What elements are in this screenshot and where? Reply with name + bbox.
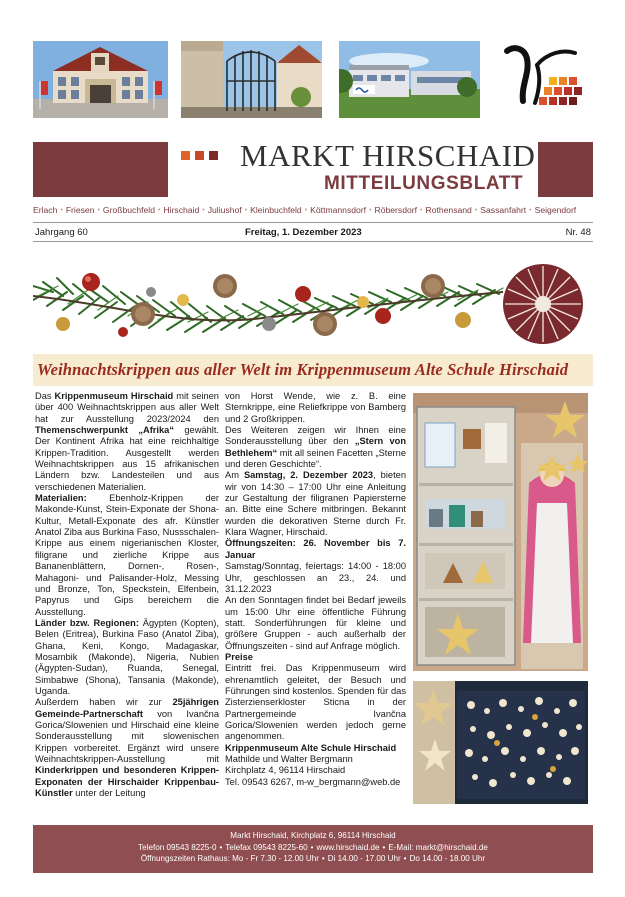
article-paragraph [35,493,219,618]
village-item: Köttmannsdorf [310,205,367,215]
article-paragraph [35,697,219,799]
photo-town-hall [33,41,168,118]
masthead-block-right [538,142,593,197]
photo-school [339,41,480,118]
footer [33,825,593,873]
article-paragraph [35,618,219,697]
volume-label: Jahrgang 60 [35,227,88,238]
article-paragraph: An den Sonntagen findet bei Bedarf jeweils um 15:00 Uhr eine öffentliche Führung statt. Sonderführungen für kleine und größere Gruppen - auch außerhalb der Öffnungszeiten - sind auf Anfrage möglich. [225,595,406,651]
village-separator: • [244,206,248,214]
contact-name [225,743,406,754]
village-item: Friesen [65,205,95,215]
opening-hours-heading [225,538,406,561]
village-separator: • [304,206,308,214]
village-separator: • [60,206,63,214]
footer-hours-1: Mo - Fr 7.30 - 12.00 Uhr [232,854,319,863]
village-item: Erlach [33,205,58,215]
text-run: , bieten wir von 14:30 – 17:00 Uhr eine Anleitung zur Gestaltung der filigranen Papiersterne an. Bitte eine Schere mitbringen. Bekannt wurden die dekorativen Sterne durch Fr. Klara Wagner, Hirschaid. [225,470,407,538]
prices-text: Eintritt frei. Das Krippenmuseum wird ehrenamtlich geleitet, der Besuch und Führungen sind kostenlos. Spenden für das Zisterzienserkloster Sticna in der Partnergemeinde Ivančna Gorica/Slowenien werden jedoch gerne angenommen. [225,663,406,742]
municipal-logo [497,41,593,118]
issue-info-bar [33,222,593,242]
masthead-subtitle: MITTEILUNGSBLATT [324,173,524,194]
text-run: unter der Leitung [72,788,146,799]
text-run: gewählt. Der Kontinent Afrika hat eine reichhaltige Krippen-Tradition. Ausgestellt werden Weihnachtskrippen aus 15 afrikanischen Ländern bzw. Landesteilen und aus verschiedenen Materialien. [35,425,219,492]
footer-hours-label: Öffnungszeiten Rathaus: [140,854,230,863]
text-bold: 25jährigen Gemeinde-Partnerschaft [35,697,219,719]
contact-persons: Mathilde und Walter Bergmann [225,754,353,764]
village-item: Röbersdorf [374,205,418,215]
accent-squares [181,151,218,160]
article-column-2 [225,391,406,788]
text-bold: Preise [225,651,253,662]
village-separator: • [420,206,423,214]
text-bold: Themenschwerpunkt „Afrika“ [35,425,174,436]
footer-contact-line: Telefon 09543 8225-0 • Telefax 09543 8225-60 • www.hirschaid.de • E-Mail: markt@hirschaid.de [138,842,488,852]
footer-hours-3: Do 14.00 - 18.00 Uhr [409,854,486,863]
village-item: Juliushof [207,205,242,215]
article-paragraph [35,391,219,493]
village-item: Sassanfahrt [480,205,527,215]
footer-web-link[interactable]: www.hirschaid.de [316,842,380,852]
issue-number: Nr. 48 [565,227,591,238]
text-run: Ägypten (Kopten), Belen (Eritrea), Burkina Faso (Anatol Ziba), Ghana, Keni, Kongo, Madagaskar, Mosambik (Makonde), Nigeria, Nubien (Ägypten-Sudan), Ruanda, Senegal, Simbabwe (Shona), Tansania (Makonde), Uganda. [35,617,219,696]
article-column-1 [35,391,219,799]
footer-hours-line: Öffnungszeiten Rathaus: Mo - Fr 7.30 - 12.00 Uhr • Di 14.00 - 17.00 Uhr • Do 14.00 - 18.00 Uhr [140,854,486,863]
village-item: Hirschaid [163,205,200,215]
footer-fax: Telefax 09543 8225-60 [225,842,308,852]
village-separator: • [369,206,372,214]
village-item: Seigendorf [534,205,577,215]
village-list [33,205,593,215]
footer-address: Markt Hirschaid, Kirchplatz 6, 96114 Hirschaid [230,831,396,840]
text-run: mit all seinen Facetten „Sterne und deren Geschichte“. [225,447,406,470]
text-bold: Materialien: [35,493,87,504]
footer-email-link[interactable]: E-Mail: markt@hirschaid.de [388,842,488,852]
text-bold: Kinderkrippen und besonderen Krippen-Exponaten der Hirschaider Krippenbau-Künstler [35,765,219,799]
photo-gate [181,41,322,118]
text-run: Das [35,391,55,401]
text-bold: Länder bzw. Regionen: [35,617,139,628]
text-bold: Öffnungszeiten: 26. November bis 7. Januar [225,538,406,560]
prices-heading [225,652,406,663]
christmas-garland-image [33,256,593,353]
village-item: Großbuchfeld [102,205,155,215]
issue-date: Freitag, 1. Dezember 2023 [245,227,362,238]
text-run: Am [225,470,244,481]
text-run: mit seinen über 400 Weihnachtskrippen aus aller Welt hat zur Ausstellung 2023/2024 den [35,391,219,424]
photo-star-collection [413,681,588,804]
footer-hours-2: Di 14.00 - 17.00 Uhr [327,854,401,863]
article-paragraph [225,470,406,538]
text-bold: „Stern von Bethlehem“ [225,436,406,458]
text-run: von Ivančna Gorica/Slowenien und Hirschaid eine kleine Sonderausstellung mit slowenischen Krippen vorbereitet. Ergänzt wird unsere Weihnachtskrippen-Ausstellung mit [35,708,219,764]
accent-square [181,151,190,160]
article-headline: Weihnachtskrippen aus aller Welt im Krippenmuseum Alte Schule Hirschaid [37,360,569,379]
masthead-block-left [33,142,168,197]
accent-square [195,151,204,160]
article-paragraph [225,425,406,470]
photo-museum-display-case [413,393,588,671]
village-separator: • [474,206,478,214]
text-run: Ebenholz-Krippen der Makonde-Kunst, Stein-Exponate der Shona-Kultur, Metall-Exponate des afr. Künstler Anatol Ziba aus Burkina Faso, Nussschalen-Krippe aus einem nigerianischen Kloster, filigrane und zierliche Krippe aus Bananenblättern, Dornen-, Rosen-, Mahagoni- und Palisander-Holz, Messing und Bronze, Ton, Speckstein, Elfenbein, Papyrus und Gips bereichern die Ausstellung. [35,493,219,617]
masthead-title: MARKT HIRSCHAID [240,138,536,173]
village-separator: • [97,206,100,214]
text-bold: Samstag, 2. Dezember 2023 [243,470,374,481]
article-paragraph: von Horst Wende, wie z. B. eine Sternkrippe, eine Reliefkrippe von Bamberg und 2 Großkrippen. [225,391,406,424]
village-separator: • [529,206,532,214]
text-bold: Krippenmuseum Alte Schule Hirschaid [225,742,397,753]
village-item: Kleinbuchfeld [250,205,302,215]
opening-hours: Samstag/Sonntag, feiertags: 14:00 - 18:00 Uhr, geschlossen an 23., 24. und 31.12.2023 [225,561,406,594]
text-bold: Krippenmuseum Hirschaid [54,391,174,401]
footer-phone: Telefon 09543 8225-0 [138,842,217,852]
village-item: Rothensand [425,205,472,215]
text-run: Des Weiteren zeigen wir Ihnen eine Sonderausstellung über den [225,425,406,447]
village-separator: • [202,206,205,214]
contact-address: Kirchplatz 4, 96114 Hirschaid [225,765,346,776]
text-run: Außerdem haben wir zur [35,697,173,708]
accent-square [209,151,218,160]
contact-phone-email: Tel. 09543 6267, m-w_bergmann@web.de [225,776,401,787]
village-separator: • [158,206,161,214]
